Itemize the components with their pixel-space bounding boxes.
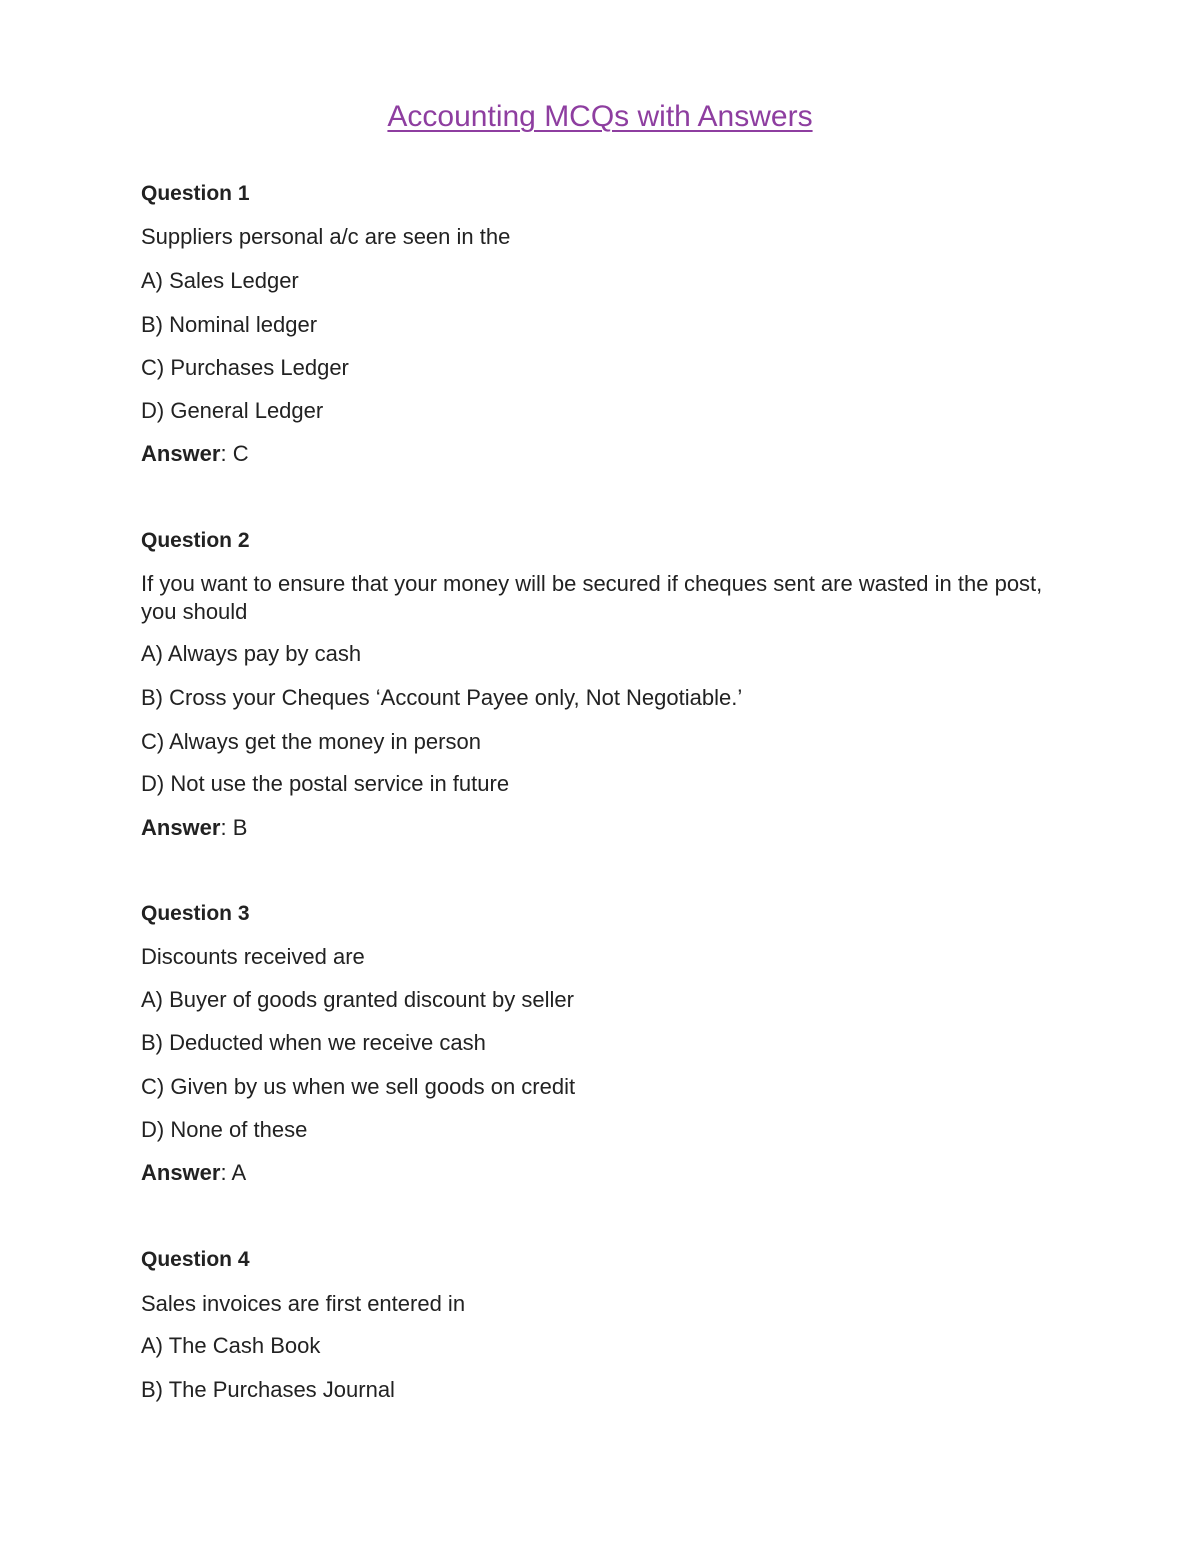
- answer-option: B) Cross your Cheques ‘Account Payee only, Not Negotiable.’: [141, 685, 743, 710]
- answer-label: Answer: [141, 1160, 221, 1185]
- answer-option: C) Always get the money in person: [141, 729, 481, 754]
- answer-value: : C: [220, 441, 249, 466]
- question-prompt: If you want to ensure that your money will be secured if cheques sent are wasted in the post, you should: [141, 571, 1043, 624]
- page-title[interactable]: Accounting MCQs with Answers: [387, 100, 813, 133]
- question-prompt: Suppliers personal a/c are seen in the: [141, 224, 511, 249]
- answer-label: Answer: [141, 815, 221, 840]
- answer-option: A) The Cash Book: [141, 1333, 321, 1358]
- answer-value: : A: [220, 1160, 247, 1185]
- answer-option: A) Always pay by cash: [141, 641, 362, 666]
- answer-option: D) None of these: [141, 1117, 308, 1142]
- question-heading: Question 1: [141, 182, 250, 205]
- question-heading: Question 4: [141, 1248, 250, 1271]
- answer-option: C) Given by us when we sell goods on credit: [141, 1074, 576, 1099]
- answer-option: D) Not use the postal service in future: [141, 771, 510, 796]
- question-heading: Question 2: [141, 529, 250, 552]
- answer-line: [141, 814, 247, 842]
- answer-option: B) Nominal ledger: [141, 312, 318, 337]
- answer-option: A) Buyer of goods granted discount by seller: [141, 987, 574, 1012]
- answer-option: B) Deducted when we receive cash: [141, 1030, 486, 1055]
- question-prompt: Discounts received are: [141, 944, 365, 969]
- answer-option: B) The Purchases Journal: [141, 1377, 395, 1402]
- question-heading: Question 3: [141, 902, 250, 925]
- answer-option: A) Sales Ledger: [141, 268, 299, 293]
- question-prompt: Sales invoices are first entered in: [141, 1291, 466, 1316]
- answer-line: [141, 440, 249, 468]
- answer-label: Answer: [141, 441, 221, 466]
- answer-option: C) Purchases Ledger: [141, 355, 349, 380]
- answer-line: [141, 1159, 246, 1187]
- answer-option: D) General Ledger: [141, 398, 324, 423]
- answer-value: : B: [220, 815, 248, 840]
